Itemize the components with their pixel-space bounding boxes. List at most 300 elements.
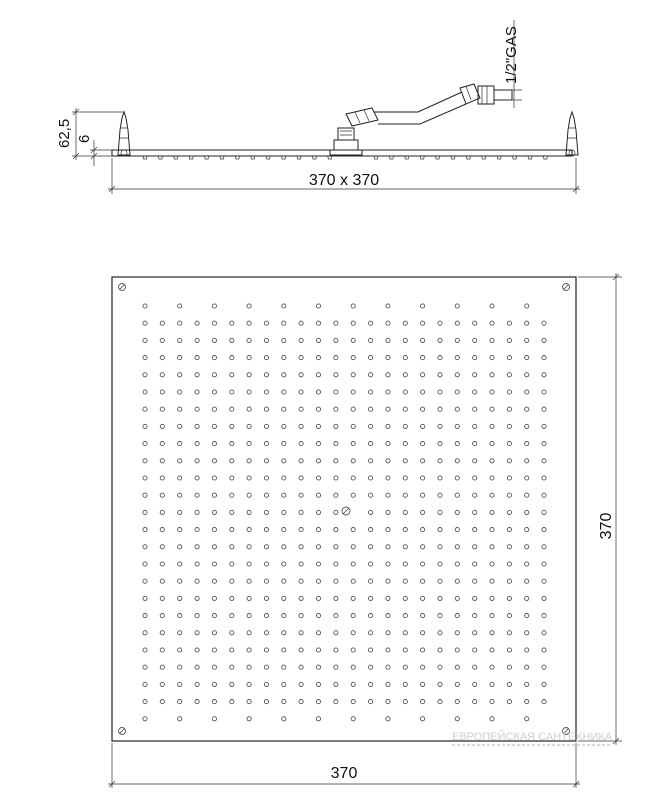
nozzle [403,562,407,566]
nozzle [299,648,303,652]
nozzle [421,510,425,514]
nozzle [369,459,373,463]
nozzle [195,648,199,652]
nozzle [369,510,373,514]
nozzle [334,614,338,618]
nozzle [473,493,477,497]
corner-screw [119,284,126,291]
nozzle [282,596,286,600]
nozzle [264,562,268,566]
nozzle [386,442,390,446]
nozzle [247,562,251,566]
nozzle [264,545,268,549]
nozzle [247,373,251,377]
nozzle [473,545,477,549]
nozzle [247,631,251,635]
nozzle [351,717,355,721]
nozzle [160,442,164,446]
nozzle [403,665,407,669]
nozzle [473,390,477,394]
nozzle [421,682,425,686]
nozzle [143,700,147,704]
nozzle [212,682,216,686]
nozzle [299,407,303,411]
nozzle [178,700,182,704]
nozzle [525,356,529,360]
nozzle [386,614,390,618]
nozzle [195,545,199,549]
swivel-joint [330,108,378,155]
nozzle [507,424,511,428]
nozzle [334,442,338,446]
nozzle [195,614,199,618]
nozzle [143,614,147,618]
nozzle [473,631,477,635]
nozzle [386,338,390,342]
nozzle [316,476,320,480]
nozzle [403,459,407,463]
nozzle [230,373,234,377]
nozzle [264,700,268,704]
corner-screw [119,728,126,735]
nozzle [160,562,164,566]
nozzle [212,596,216,600]
nozzle [316,424,320,428]
nozzle [299,476,303,480]
nozzle [421,390,425,394]
nozzle [369,614,373,618]
nozzle [351,356,355,360]
watermark [452,730,613,745]
nozzle [316,442,320,446]
nozzle [490,373,494,377]
nozzle [178,493,182,497]
nozzle [473,648,477,652]
nozzle [334,424,338,428]
nozzle [282,528,286,532]
nozzle [455,614,459,618]
nozzle [490,596,494,600]
nozzle [195,579,199,583]
nozzle [334,631,338,635]
nozzle [369,442,373,446]
nozzle [212,390,216,394]
nozzle [334,338,338,342]
nozzle [282,562,286,566]
nozzle [247,356,251,360]
nozzle [334,545,338,549]
top-width-label: 370 [330,765,358,782]
nozzle [403,648,407,652]
nozzle [473,424,477,428]
nozzle [421,596,425,600]
nozzle [178,442,182,446]
nozzle [438,665,442,669]
nozzle [525,665,529,669]
nozzle [438,424,442,428]
nozzle [421,665,425,669]
nozzle [351,373,355,377]
nozzle [299,700,303,704]
nozzle [160,390,164,394]
nozzle [230,528,234,532]
nozzle [264,356,268,360]
nozzle [264,424,268,428]
nozzle [351,665,355,669]
nozzle [403,631,407,635]
nozzle [195,407,199,411]
nozzle [230,338,234,342]
nozzle [421,493,425,497]
thickness-dimension [76,135,112,166]
nozzle [421,373,425,377]
nozzle [421,442,425,446]
nozzle [264,373,268,377]
nozzle [351,682,355,686]
nozzle [195,442,199,446]
nozzle [490,545,494,549]
nozzle [507,493,511,497]
nozzle [403,682,407,686]
nozzle [455,579,459,583]
nozzle [299,545,303,549]
nozzle [230,442,234,446]
nozzle [316,356,320,360]
nozzle [316,390,320,394]
nozzle [421,459,425,463]
nozzle [247,665,251,669]
nozzle [178,562,182,566]
nozzle [542,493,546,497]
nozzle [230,631,234,635]
nozzle [525,528,529,532]
nozzle [178,424,182,428]
nozzle [386,321,390,325]
nozzle [507,562,511,566]
nozzle [369,596,373,600]
nozzle [507,510,511,514]
nozzle [316,717,320,721]
nozzle [421,407,425,411]
nozzle [178,579,182,583]
nozzle [160,476,164,480]
nozzle [143,407,147,411]
nozzle [178,338,182,342]
nozzle [369,700,373,704]
nozzle [247,614,251,618]
nozzle [490,579,494,583]
nozzle [230,614,234,618]
nozzle [542,476,546,480]
nozzle [316,321,320,325]
nozzle [351,304,355,308]
nozzle [334,579,338,583]
nozzle [143,545,147,549]
nozzle [160,424,164,428]
nozzle [282,338,286,342]
nozzle [230,424,234,428]
nozzle [178,476,182,480]
nozzle [525,631,529,635]
nozzle [212,304,216,308]
nozzle [195,682,199,686]
nozzle [507,700,511,704]
nozzle [542,338,546,342]
nozzle [264,407,268,411]
nozzle [178,648,182,652]
nozzle [542,356,546,360]
nozzle [299,424,303,428]
nozzle [143,476,147,480]
top-height-label: 370 [598,512,615,540]
nozzle [178,356,182,360]
nozzle [334,700,338,704]
nozzle [143,648,147,652]
nozzle [143,510,147,514]
nozzle [143,390,147,394]
nozzle [386,356,390,360]
nozzle [369,648,373,652]
nozzle [212,579,216,583]
nozzle [403,528,407,532]
nozzle [473,665,477,669]
nozzle [212,717,216,721]
nozzle [178,545,182,549]
nozzle [490,717,494,721]
nozzle [143,682,147,686]
nozzle [351,476,355,480]
nozzle [178,528,182,532]
nozzle [212,373,216,377]
nozzle [507,373,511,377]
nozzle [212,562,216,566]
nozzle [507,442,511,446]
nozzle [316,562,320,566]
nozzle [455,665,459,669]
nozzle [230,356,234,360]
nozzle [525,579,529,583]
nozzle [421,424,425,428]
nozzle [160,596,164,600]
nozzle [247,700,251,704]
nozzle [421,717,425,721]
nozzle [403,321,407,325]
nozzle [507,321,511,325]
nozzle [334,373,338,377]
nozzle [490,700,494,704]
nozzle [299,390,303,394]
nozzle [143,459,147,463]
nozzle [386,493,390,497]
nozzle [160,373,164,377]
nozzle [178,373,182,377]
nozzle [247,528,251,532]
nozzle [143,424,147,428]
nozzle [299,528,303,532]
nozzle [247,596,251,600]
nozzle [351,390,355,394]
nozzle [282,390,286,394]
nozzle [421,528,425,532]
nozzle [542,528,546,532]
nozzle [264,442,268,446]
nozzle [316,545,320,549]
nozzle [264,648,268,652]
nozzle [421,648,425,652]
nozzle [455,459,459,463]
nozzle [334,407,338,411]
nozzle [351,321,355,325]
nozzle [473,579,477,583]
nozzle [473,338,477,342]
height-dimension [56,108,124,160]
nozzle [160,631,164,635]
nozzle [264,614,268,618]
nozzle [351,631,355,635]
nozzle [386,459,390,463]
nozzle [490,648,494,652]
nozzle [247,338,251,342]
nozzle [386,510,390,514]
nozzle [507,614,511,618]
nozzle [473,459,477,463]
nozzle [438,373,442,377]
nozzle [403,356,407,360]
nozzle [542,682,546,686]
nozzle [351,459,355,463]
nozzle [178,717,182,721]
nozzle [143,528,147,532]
nozzle [403,510,407,514]
nozzle [455,631,459,635]
nozzle [143,579,147,583]
nozzle [473,562,477,566]
nozzle [455,510,459,514]
nozzle [195,459,199,463]
nozzle [386,717,390,721]
nozzle [525,476,529,480]
nozzle [334,682,338,686]
nozzle [316,665,320,669]
nozzle [455,304,459,308]
nozzle [438,596,442,600]
nozzle [542,390,546,394]
total-height-label: 62,5 [56,118,73,148]
nozzle [525,717,529,721]
nozzle [299,459,303,463]
nozzle [386,665,390,669]
nozzle [316,614,320,618]
nozzle [212,459,216,463]
nozzle [369,356,373,360]
nozzle [282,631,286,635]
nozzle [264,390,268,394]
nozzle [369,682,373,686]
nozzle [351,338,355,342]
nozzle [421,545,425,549]
nozzle [403,476,407,480]
nozzle [195,390,199,394]
nozzle [247,648,251,652]
nozzle [143,356,147,360]
nozzle [542,579,546,583]
nozzle [455,338,459,342]
nozzle [421,631,425,635]
nozzle [403,493,407,497]
nozzle [351,442,355,446]
nozzle [386,596,390,600]
nozzle [525,510,529,514]
nozzle [212,510,216,514]
nozzle [178,614,182,618]
nozzle [542,562,546,566]
nozzle [160,665,164,669]
nozzle [525,321,529,325]
nozzle [438,614,442,618]
nozzle [455,648,459,652]
nozzle [299,631,303,635]
nozzle [351,614,355,618]
nozzle [230,390,234,394]
nozzle [403,545,407,549]
nozzle [351,648,355,652]
nozzle [299,321,303,325]
nozzle [299,596,303,600]
nozzle [473,510,477,514]
nozzle [230,459,234,463]
nozzle [316,459,320,463]
nozzle [316,648,320,652]
nozzle [264,665,268,669]
top-view [108,273,622,788]
nozzle [282,459,286,463]
nozzle [455,424,459,428]
nozzle [525,562,529,566]
nozzle [160,648,164,652]
nozzle [525,304,529,308]
nozzle [334,510,338,514]
nozzle [212,614,216,618]
nozzle [507,682,511,686]
nozzle [316,373,320,377]
nozzle [490,631,494,635]
gas-connection-label: 1/2"GAS [503,26,520,84]
nozzle [299,493,303,497]
nozzle [351,528,355,532]
nozzle [316,596,320,600]
nozzle [507,528,511,532]
nozzle [421,579,425,583]
nozzle [386,682,390,686]
nozzle [507,338,511,342]
nozzle [403,338,407,342]
nozzle [421,356,425,360]
nozzle [507,390,511,394]
nozzle [507,545,511,549]
nozzle [178,321,182,325]
nozzle [403,390,407,394]
nozzle [143,665,147,669]
nozzle [542,459,546,463]
nozzle [230,545,234,549]
nozzle [178,631,182,635]
nozzle [369,631,373,635]
nozzle [386,631,390,635]
nozzle [421,614,425,618]
nozzle [195,476,199,480]
nozzle [143,717,147,721]
nozzle [264,579,268,583]
